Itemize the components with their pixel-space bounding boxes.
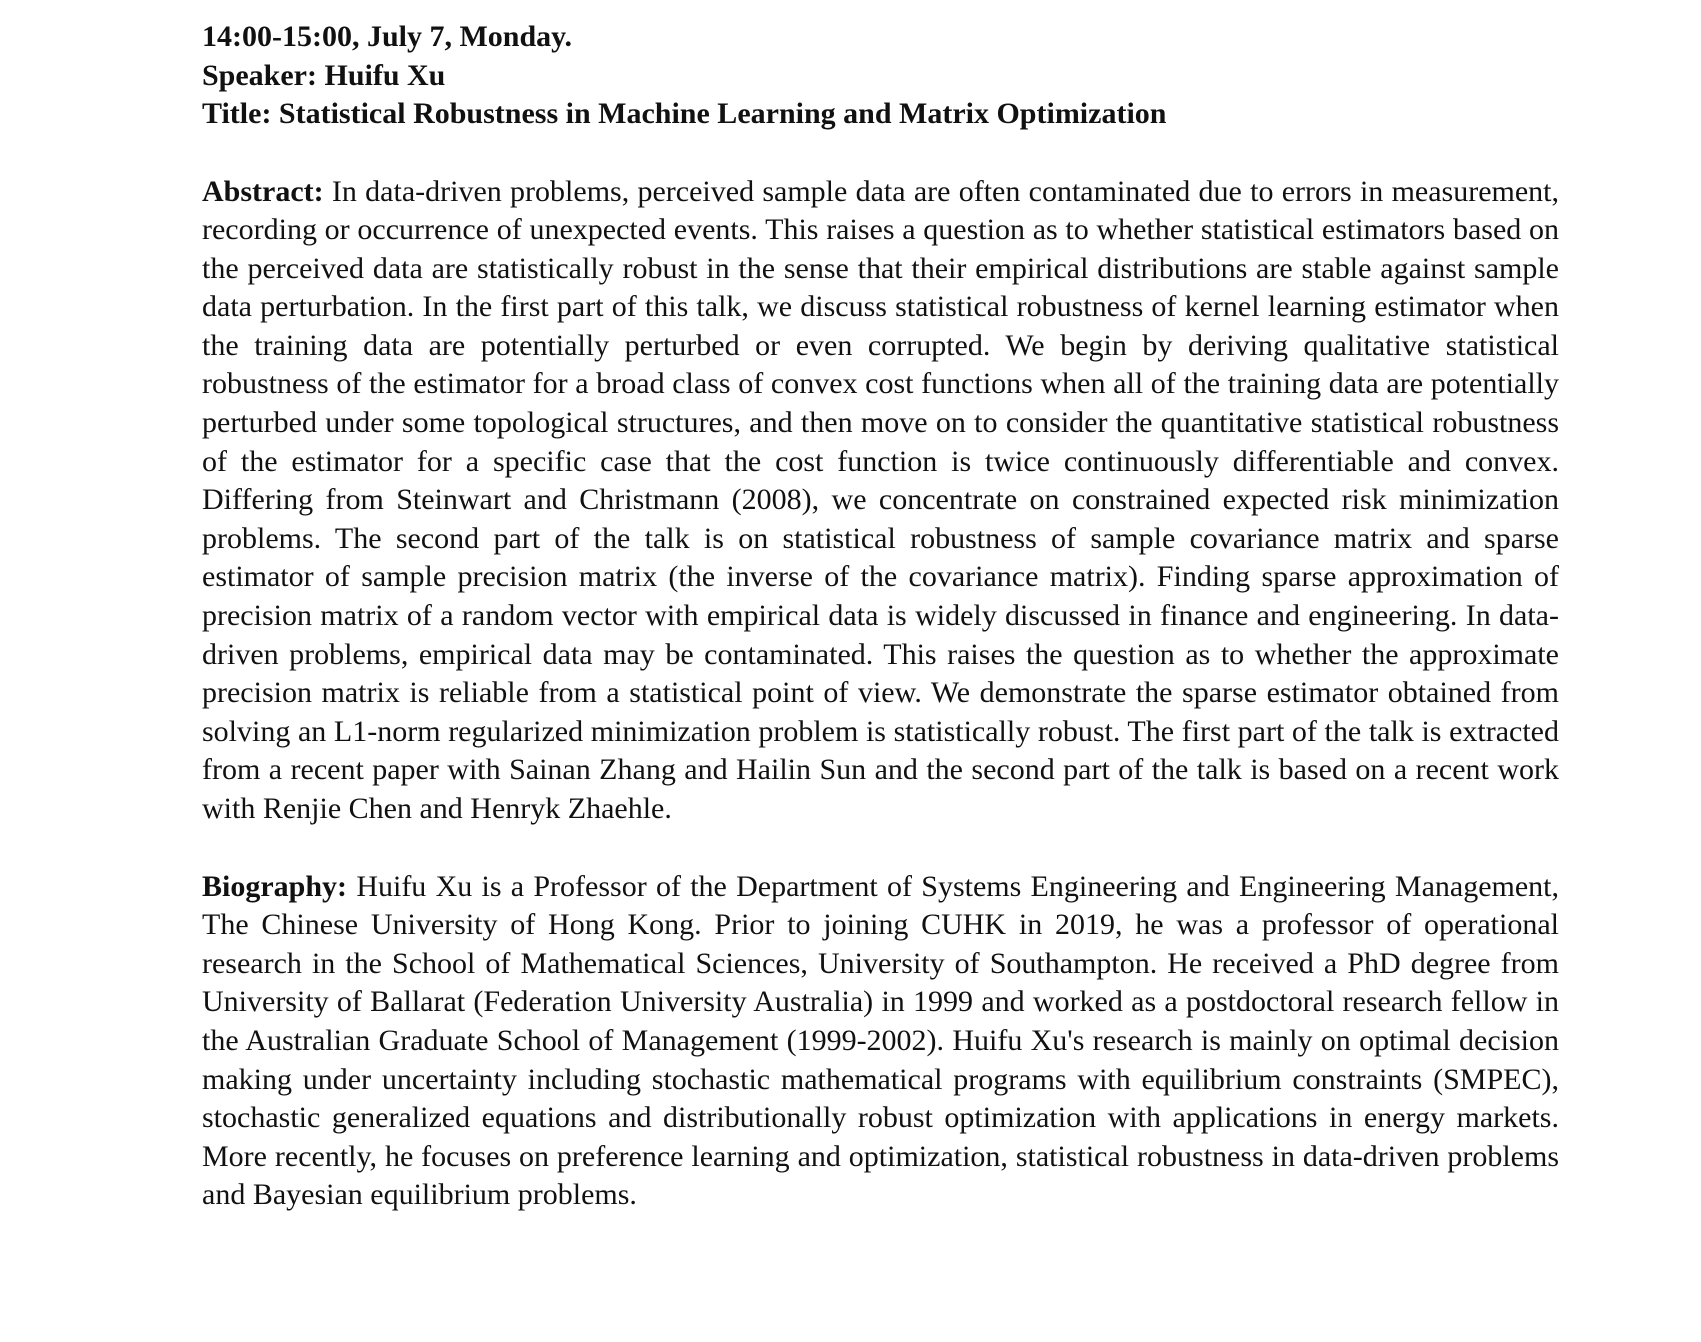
talk-header <box>202 18 1559 134</box>
document-page <box>202 18 1559 1215</box>
abstract-paragraph <box>202 173 1559 829</box>
biography-label: Biography: <box>202 869 348 903</box>
talk-speaker: Speaker: Huifu Xu <box>202 58 446 92</box>
abstract-label: Abstract: <box>202 174 324 208</box>
talk-time: 14:00-15:00, July 7, Monday. <box>202 20 573 53</box>
biography-paragraph <box>202 868 1559 1215</box>
abstract-text: In data-driven problems, perceived sample data are often contaminated due to errors in measurement, recording or occurrence of unexpected events. This raises a question as to whether statistical estimators based on the perceived data are statistically robust in the sense that their empirical distributions are stable against sample data perturbation. In the first part of this talk, we discuss statistical robustness of kernel learning estimator when the training data are potentially perturbed or even corrupted. We begin by deriving qualitative statistical robustness of the estimator for a broad class of convex cost functions when all of the training data are potentially perturbed under some topological structures, and then move on to consider the quantitative statistical robustness of the estimator for a specific case that the cost function is twice continuously differentiable and convex. Differing from Steinwart and Christmann (2008), we concentrate on constrained expected risk minimization problems. The second part of the talk is on statistical robustness of sample covariance matrix and sparse estimator of sample precision matrix (the inverse of the covariance matrix). Finding sparse approximation of precision matrix of a random vector with empirical data is widely discussed in finance and engineering. In data-driven problems, empirical data may be contaminated. This raises the question as to whether the approximate precision matrix is reliable from a statistical point of view. We demonstrate the sparse estimator obtained from solving an L1-norm regularized minimization problem is statistically robust. The first part of the talk is extracted from a recent paper with Sainan Zhang and Hailin Sun and the second part of the talk is based on a recent work with Renjie Chen and Henryk Zhaehle. <box>202 174 1559 825</box>
talk-title: Title: Statistical Robustness in Machine Learning and Matrix Optimization <box>202 97 1167 130</box>
biography-text: Huifu Xu is a Professor of the Department of Systems Engineering and Engineering Management, The Chinese University of Hong Kong. Prior to joining CUHK in 2019, he was a professor of operational research in the School of Mathematical Sciences, University of Southampton. He received a PhD degree from University of Ballarat (Federation University Australia) in 1999 and worked as a postdoctoral research fellow in the Australian Graduate School of Management (1999-2002). Huifu Xu's research is mainly on optimal decision making under uncertainty including stochastic mathematical programs with equilibrium constraints (SMPEC), stochastic generalized equations and distributionally robust optimization with applications in energy markets. More recently, he focuses on preference learning and optimization, statistical robustness in data-driven problems and Bayesian equilibrium problems. <box>202 869 1560 1212</box>
